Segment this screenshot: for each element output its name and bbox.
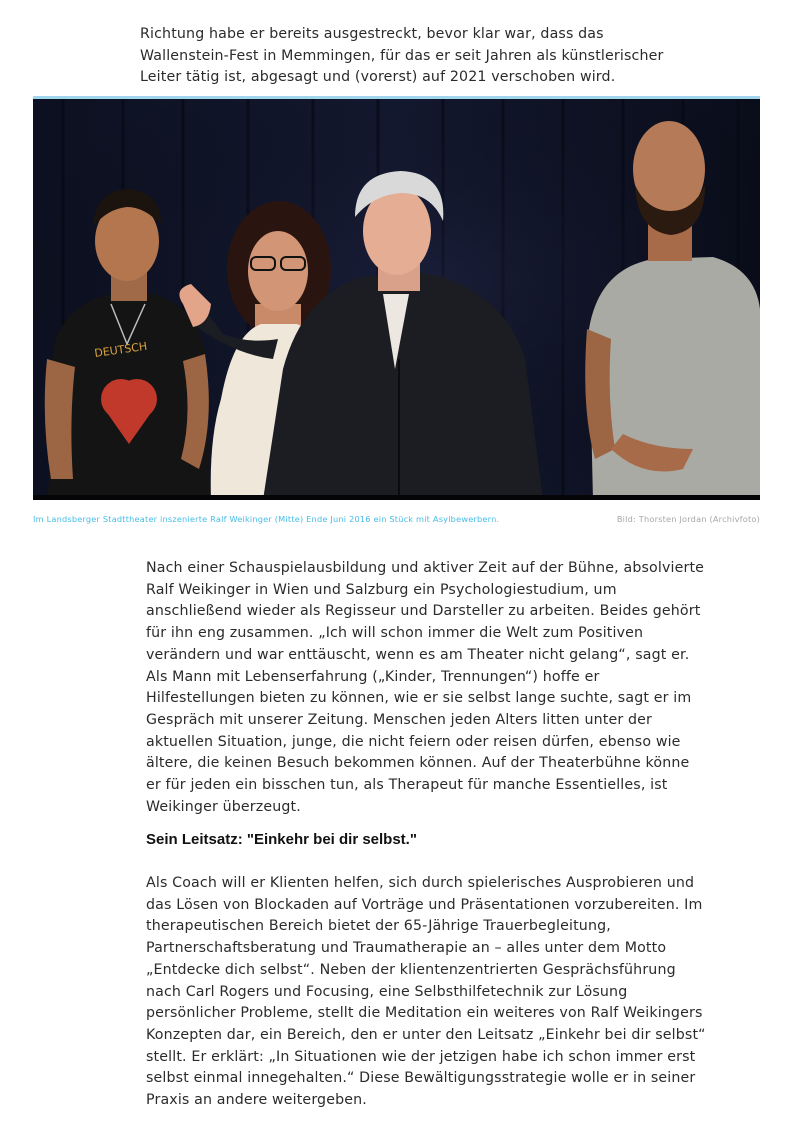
- t-shirt-print-text: DEUTSCH: [93, 339, 149, 360]
- photo-credit: Bild: Thorsten Jordan (Archivfoto): [616, 514, 760, 524]
- body-paragraph-2: Als Coach will er Klienten helfen, sich durch spielerisches Ausprobieren und das Lösen von Blockaden auf Vorträge und Präsentationen vorzubereiten. Im therapeutischen Bereich bietet der 65-Jährige Trauerbegleitung, Partnerschaftsberatung und Traumatherapie an – alles unter dem Motto „Entdecke dich selbst“. Neben der klientenzentrierten Gesprächsführung nach Carl Rogers und Focusing, eine Selbsthilfetechnik zur Lösung persönlicher Probleme, stellt die Meditation ein weiteres von Ralf Weikingers Konzepten dar, ein Bereich, den er unter den Leitsatz „Einkehr bei dir selbst“ stellt. Er erklärt: „In Situationen wie der jetzigen habe ich schon immer erst selbst einmal innegehalten.“ Diese Bewältigungsstrategie wolle er in seiner Praxis an andere weitergeben.: [146, 875, 706, 1109]
- intro-paragraph: Richtung habe er bereits ausgestreckt, bevor klar war, dass das Wallenstein-Fest in Memmingen, für das er seit Jahren als künstlerischer Leiter tätig ist, abgesagt und (vorerst) auf 2021 verschoben wird.: [140, 26, 664, 86]
- section-subheading: Sein Leitsatz: "Einkehr bei dir selbst.": [146, 831, 417, 848]
- article-photo: [33, 96, 760, 503]
- photo-caption: Im Landsberger Stadttheater inszenierte Ralf Weikinger (Mitte) Ende Juni 2016 ein Stück mit Asylbewerbern.: [33, 514, 500, 524]
- photo-caption-bar: [33, 513, 760, 527]
- body-paragraph-1: Nach einer Schauspielausbildung und aktiver Zeit auf der Bühne, absolvierte Ralf Weikinger in Wien und Salzburg ein Psychologiestudium, um anschließend wieder als Regisseur und Darsteller zu arbeiten. Beides gehört für ihn eng zusammen. „Ich will schon immer die Welt zum Positiven verändern und war enttäuscht, wenn es am Theater nicht gelang“, sagt er. Als Mann mit Lebenserfahrung („Kinder, Trennungen“) hoffe er Hilfestellungen bieten zu können, wie er sie selbst lange suchte, sagt er im Gespräch mit unserer Zeitung. Menschen jeden Alters litten unter der aktuellen Situation, junge, die nicht feiern oder reisen dürfen, ebenso wie ältere, die keinen Besuch bekommen können. Auf der Theaterbühne könne er für jeden ein bisschen tun, als Therapeut für manche Essentielles, ist Weikinger überzeugt.: [146, 560, 705, 815]
